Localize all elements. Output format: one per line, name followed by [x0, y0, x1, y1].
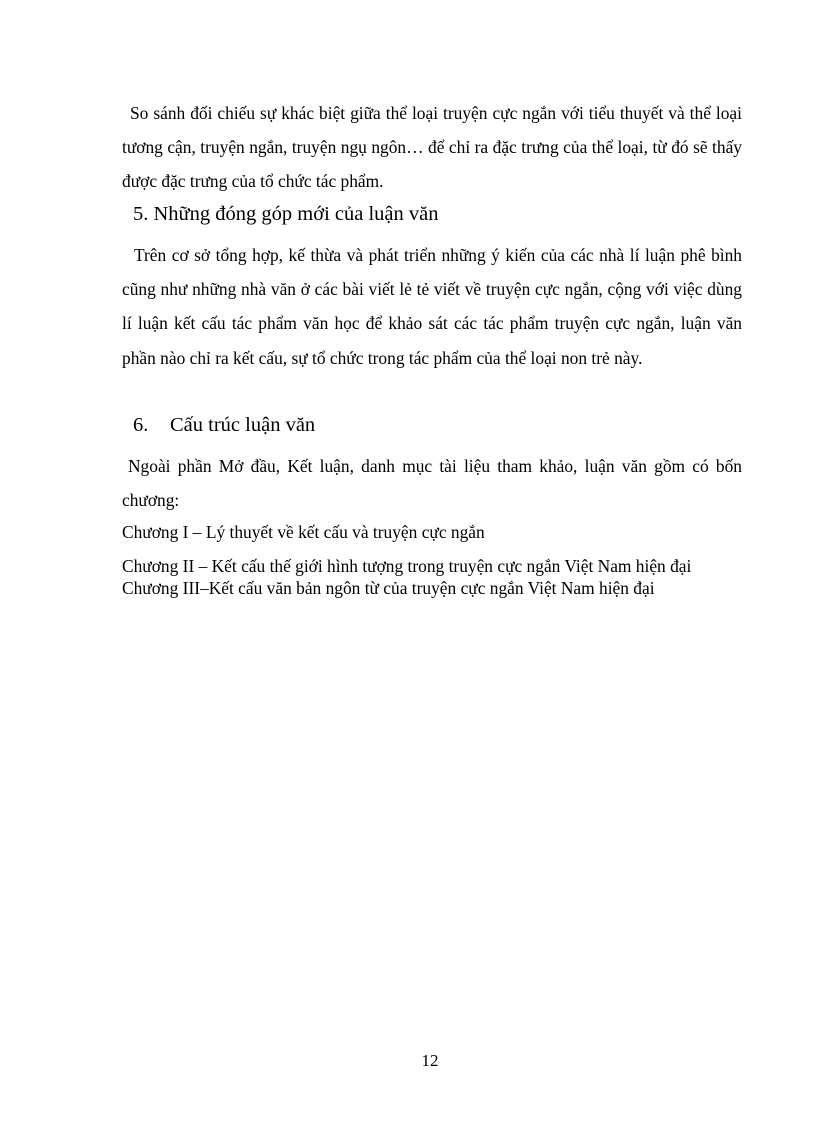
heading-number: 6. — [133, 414, 149, 436]
paragraph-structure-intro: Ngoài phần Mở đầu, Kết luận, danh mục tài liệu tham khảo, luận văn gồm có bốn chương: — [122, 456, 742, 511]
paragraph-contributions: Trên cơ sở tổng hợp, kế thừa và phát triển những ý kiến của các nhà lí luận phê bình cũng như những nhà văn ở các bài viết lẻ tẻ viết về truyện cực ngắn, cộng với việc dùng lí luận kết cấu tác phẩm văn học để khảo sát các tác phẩm truyện cực ngắn, luận văn phần nào chỉ ra kết cấu, sự tổ chức trong tác phẩm của thể loại non trẻ này. — [122, 245, 742, 368]
heading-section-6 — [133, 414, 315, 437]
heading-section-5 — [133, 203, 439, 226]
page-number: 12 — [421, 1051, 439, 1070]
chapter-line: Chương III–Kết cấu văn bản ngôn từ của truyện cực ngắn Việt Nam hiện đại — [122, 578, 655, 598]
heading-title: Những đóng góp mới của luận văn — [153, 203, 439, 225]
heading-title: Cấu trúc luận văn — [170, 414, 316, 436]
paragraph-comparison: So sánh đối chiếu sự khác biệt giữa thể loại truyện cực ngắn với tiểu thuyết và thể loại tương cận, truyện ngắn, truyện ngụ ngôn… để chỉ ra đặc trưng của thể loại, từ đó sẽ thấy được đặc trưng của tổ chức tác phẩm. — [122, 103, 742, 192]
chapter-line: Chương I – Lý thuyết về kết cấu và truyện cực ngắn — [122, 522, 485, 542]
heading-number: 5. — [133, 203, 149, 225]
chapter-line: Chương II – Kết cấu thế giới hình tượng trong truyện cực ngắn Việt Nam hiện đại — [122, 556, 692, 576]
